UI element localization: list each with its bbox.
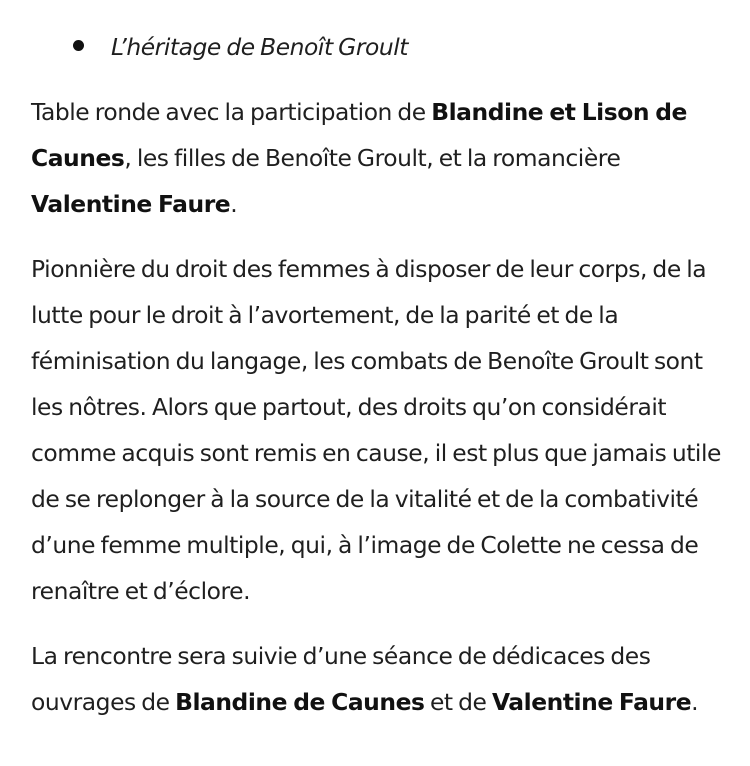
bullet-list <box>31 24 731 70</box>
text-run: , les filles de Benoîte Groult, et la romancière <box>124 144 621 172</box>
author-name-bold: Blandine et Lison de Caunes <box>31 98 687 172</box>
bullet-item-heritage <box>31 24 731 70</box>
paragraph-signing <box>31 633 731 725</box>
author-name-bold: Blandine de Caunes <box>175 688 425 716</box>
paragraph-description <box>31 246 731 614</box>
paragraph-round-table <box>31 89 731 227</box>
text-run: Table ronde avec la participation de <box>31 98 432 126</box>
author-name-bold: Valentine Faure <box>491 688 692 716</box>
author-name-bold: Valentine Faure <box>31 190 231 218</box>
text-run: Pionnière du droit des femmes à disposer de leur corps, de la lutte pour le droit à l’avortement, de la parité et de la féminisation du langage, les combats de Benoîte Groult sont les nôtres. Alors que partout, des droits qu’on considérait comme acquis sont remis en cause, il est plus que jamais utile de se replonger à la source de la vitalité et de la combativité d’une femme multiple, qui, à l’image de Colette ne cessa de renaître et d’éclore. <box>31 255 721 605</box>
article-body <box>31 24 731 744</box>
text-run: . <box>230 190 238 218</box>
text-run: La rencontre sera suivie d’une séance de dédicaces des ouvrages de <box>31 642 651 716</box>
text-run: . <box>691 688 699 716</box>
bullet-item-text: L’héritage de Benoît Groult <box>111 33 409 61</box>
bullet-dot-icon <box>73 40 84 51</box>
text-run: et de <box>424 688 492 716</box>
